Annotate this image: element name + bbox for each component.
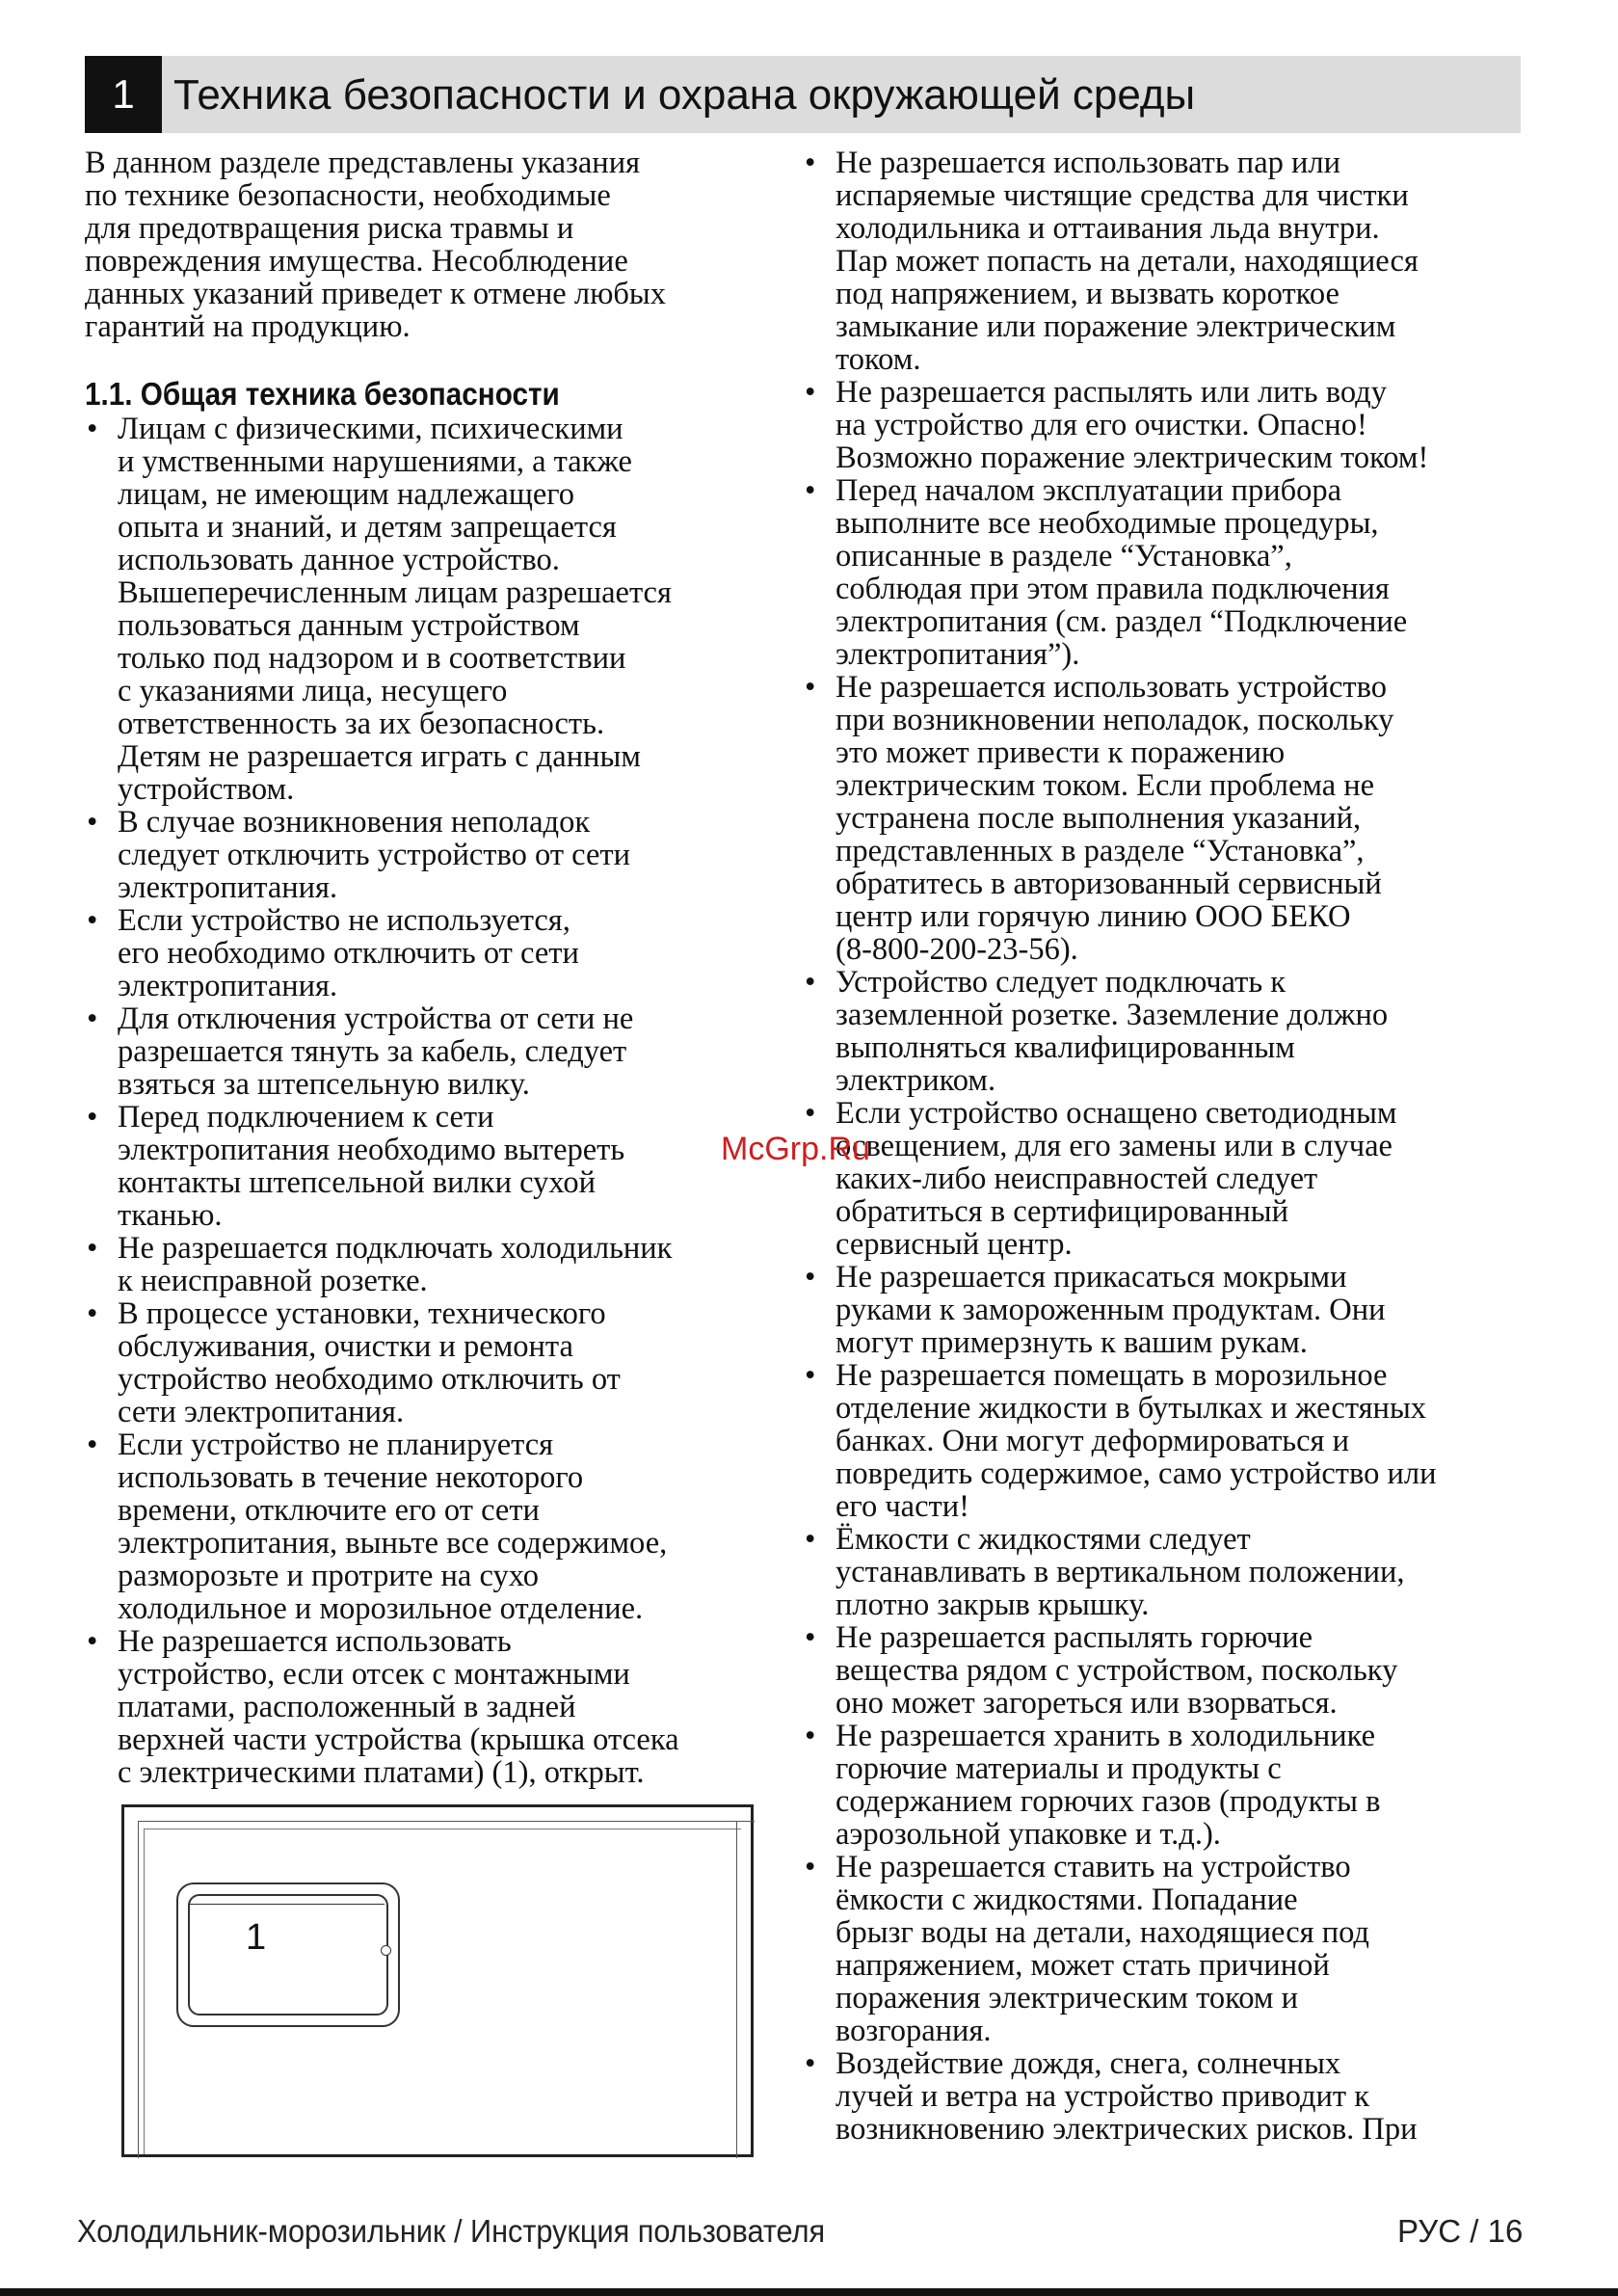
watermark: McGrp.Ru [721,1131,870,1167]
section-title: Техника безопасности и охрана окружающей среды [173,71,1196,119]
list-item: • Устройство следует подключать к заземленной розетке. Заземление должно выполняться квалифицированным электриком. [803,966,1545,1097]
list-item: • Воздействие дождя, снега, солнечных лучей и ветра на устройство приводит к возникновению электрических рисков. При [803,2047,1545,2146]
bottom-divider [0,2288,1618,2296]
list-item: • Не разрешается прикасаться мокрыми руками к замороженным продуктам. Они могут примерзнуть к вашим рукам. [803,1261,1545,1359]
section-header [85,56,1521,133]
left-bullet-list [85,413,779,1789]
list-item: • Перед началом эксплуатации прибора выполните все необходимые процедуры, описанные в разделе “Установка”, соблюдая при этом правила подключения электропитания (см. раздел “Подключение электропитания”). [803,474,1545,671]
list-item: • В процессе установки, технического обслуживания, очистки и ремонта устройство необходимо отключить от сети электропитания. [85,1297,779,1428]
board-cover-inner [188,1894,388,2016]
list-item: • Не разрешается помещать в морозильное отделение жидкости в бутылках и жестяных банках. Они могут деформироваться и повредить содержимое, само устройство или его части! [803,1359,1545,1523]
list-item: • Для отключения устройства от сети не разрешается тянуть за кабель, следует взяться за штепсельную вилку. [85,1002,779,1101]
list-item: • Не разрешается использовать устройство при возникновении неполадок, поскольку это может привести к поражению электрическим током. Если проблема не устранена после выполнения указаний, представленных в разделе “Установка”, обратитесь в авторизованный сервисный центр или горячую линию ООО БЕКО (8-800-200-23-56). [803,671,1545,966]
list-item: • Лицам с физическими, психическими и умственными нарушениями, а также лицам, не имеющим надлежащего опыта и знаний, и детям запрещается использовать данное устройство. Вышеперечисленным лицам разрешается пользоваться данным устройством только под надзором и в соответствии с указаниями лица, несущего ответственность за их безопасность. Детям не разрешается играть с данным устройством. [85,413,779,806]
board-cover-edge [188,1894,385,1905]
list-item: • Если устройство оснащено светодиодным освещением, для его замены или в случае каких-либо неисправностей следует обратиться в сертифицированный сервисный центр. [803,1097,1545,1261]
list-item: • Не разрешается использовать устройство, если отсек с монтажными платами, расположенный в задней верхней части устройства (крышка отсека с электрическими платами) (1), открыт. [85,1625,779,1789]
list-item: • Не разрешается распылять горючие вещества рядом с устройством, поскольку оно может загореться или взорваться. [803,1621,1545,1720]
list-item: • Не разрешается использовать пар или испаряемые чистящие средства для чистки холодильника и оттаивания льда внутри. Пар может попасть на детали, находящиеся под напряжением, и вызвать короткое замыкание или поражение электрическим током. [803,147,1545,376]
list-item: • Не разрешается ставить на устройство ёмкости с жидкостями. Попадание брызг воды на детали, находящиеся под напряжением, может стать причиной поражения электрическим током и возгорания. [803,1851,1545,2047]
right-column [803,147,1545,2146]
list-item: • В случае возникновения неполадок следует отключить устройство от сети электропитания. [85,806,779,904]
list-item: • Если устройство не используется, его необходимо отключить от сети электропитания. [85,904,779,1002]
footer-page-number: РУС / 16 [1397,2213,1524,2249]
list-item: • Не разрешается хранить в холодильнике горючие материалы и продукты с содержанием горючих газов (продукты в аэрозольной упаковке и т.д.). [803,1720,1545,1851]
footer-document-title: Холодильник-морозильник / Инструкция пользователя [77,2213,826,2249]
list-item: • Если устройство не планируется использовать в течение некоторого времени, отключите его от сети электропитания, выньте все содержимое, разморозьте и протрите на сухо холодильное и морозильное отделение. [85,1428,779,1625]
left-column [85,147,779,2157]
list-item: • Не разрешается распылять или лить воду на устройство для его очистки. Опасно! Возможно поражение электрическим током! [803,376,1545,474]
list-item: • Ёмкости с жидкостями следует устанавливать в вертикальном положении, плотно закрыв крышку. [803,1523,1545,1621]
appliance-frame-line [736,1821,737,2158]
section-number: 1 [85,56,162,133]
figure-label: 1 [246,1917,267,1958]
screw-icon [381,1945,391,1956]
right-bullet-list [803,147,1545,2146]
subsection-heading: 1.1. Общая техника безопасности [85,376,560,412]
electronic-board-cover-illustration [121,1804,754,2157]
list-item: • Перед подключением к сети электропитания необходимо вытереть контакты штепсельной вилки сухой тканью. [85,1101,779,1232]
intro-paragraph: В данном разделе представлены указания по технике безопасности, необходимые для предотвращения риска травмы и повреждения имущества. Несоблюдение данных указаний приведет к отмене любых гарантий на продукцию. [85,146,666,344]
list-item: • Не разрешается подключать холодильник к неисправной розетке. [85,1232,779,1297]
